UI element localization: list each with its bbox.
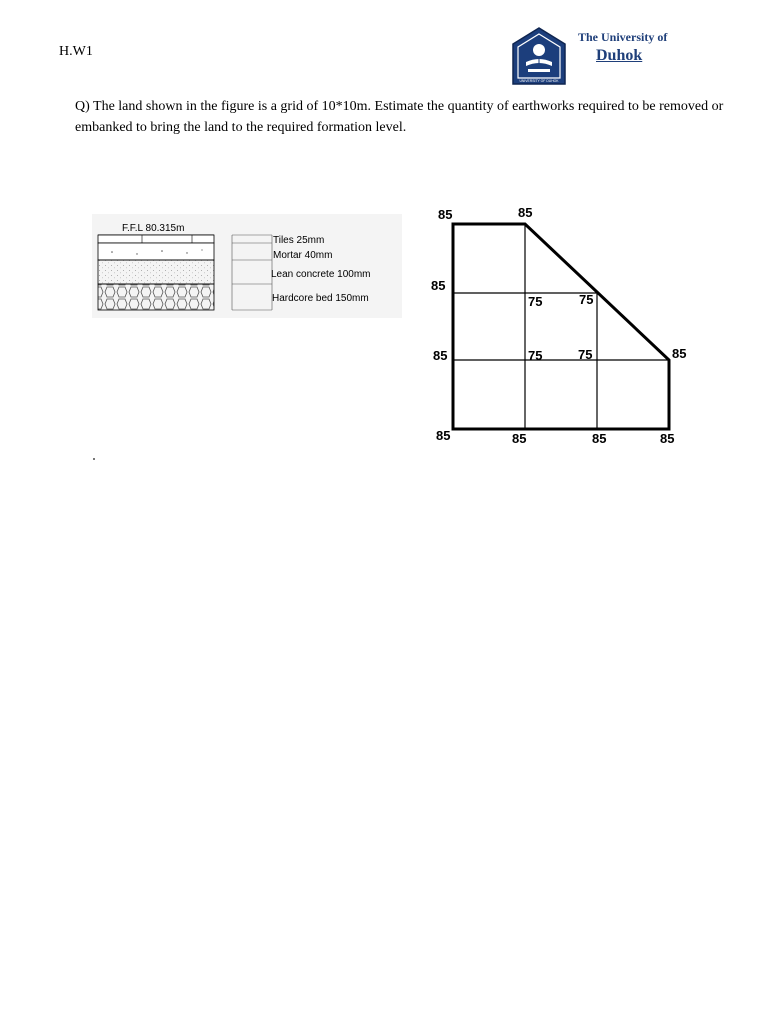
stray-mark [93,458,95,460]
level-top-mid: 85 [518,205,533,220]
level-inner-upper-1: 75 [528,294,543,309]
level-mid-left-upper: 85 [431,278,446,293]
lean-concrete-layer [98,260,214,284]
level-right-mid: 85 [672,346,687,361]
level-top-left: 85 [438,207,453,222]
hardcore-layer [98,284,214,310]
level-inner-lower-2: 75 [578,347,593,362]
level-bottom-right: 85 [660,431,675,446]
layer-label-lean-concrete: Lean concrete 100mm [271,269,371,280]
level-bottom-2: 85 [592,431,607,446]
university-name-line2: Duhok [596,47,643,64]
ffl-label: F.F.L 80.315m [122,223,185,234]
university-name-line1: The University of [578,30,668,44]
mortar-layer [98,243,214,260]
level-mid-left-lower: 85 [433,348,448,363]
tiles-layer [98,235,214,243]
level-bottom-1: 85 [512,431,527,446]
layer-label-tiles: Tiles 25mm [273,235,325,246]
homework-label: H.W1 [59,44,93,59]
logo-caption: UNIVERSITY OF DUHOK [519,79,559,83]
floor-section-figure [92,214,402,318]
level-inner-upper-2: 75 [579,292,594,307]
level-inner-lower-1: 75 [528,348,543,363]
level-bottom-left: 85 [436,428,451,443]
university-logo [510,26,568,86]
layer-label-hardcore: Hardcore bed 150mm [272,293,369,304]
question-text: Q) The land shown in the figure is a grid of 10*10m. Estimate the quantity of earthworks required to be removed or embanked to bring the land to the required formation level. [75,99,724,135]
land-boundary [453,224,669,429]
grid-plan-figure [425,200,725,456]
layer-label-mortar: Mortar 40mm [273,250,333,261]
